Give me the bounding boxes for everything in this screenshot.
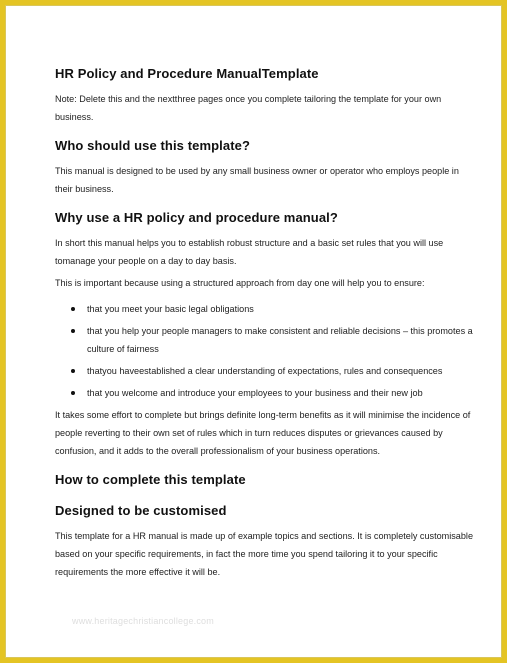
section-heading-why: Why use a HR policy and procedure manual? [55, 210, 338, 225]
bullet-icon [71, 307, 75, 311]
list-item [55, 300, 475, 318]
document-page [5, 5, 502, 658]
list-item [55, 322, 475, 358]
list-item-text: thatyou haveestablished a clear understanding of expectations, rules and consequences [87, 366, 443, 376]
why-paragraph-2: This is important because using a structured approach from day one will help you to ensure: [55, 278, 425, 288]
section-heading-who: Who should use this template? [55, 138, 251, 153]
list-item-text: that you help your people managers to make consistent and reliable decisions – this promotes a culture of fairness [87, 326, 473, 354]
benefits-list [55, 300, 475, 402]
list-item-text: that you welcome and introduce your employees to your business and their new job [87, 388, 423, 398]
bullet-icon [71, 369, 75, 373]
bullet-icon [71, 391, 75, 395]
effort-paragraph: It takes some effort to complete but brings definite long-term benefits as it will minimise the incidence of people reverting to their own set of rules which in turn reduces disputes or grievances caused by confusion, and it adds to the overall professionalism of your business operations. [55, 410, 471, 456]
watermark-text: www.heritagechristiancollege.com [72, 616, 214, 626]
section-heading-how: How to complete this template [55, 472, 246, 487]
document-body [55, 56, 475, 581]
who-paragraph: This manual is designed to be used by any small business owner or operator who employs people in their business. [55, 166, 459, 194]
bullet-icon [71, 329, 75, 333]
list-item [55, 362, 475, 380]
document-title: HR Policy and Procedure ManualTemplate [55, 66, 319, 81]
why-paragraph-1: In short this manual helps you to establish robust structure and a basic set rules that you will use tomanage your people on a day to day basis. [55, 238, 444, 266]
list-item [55, 384, 475, 402]
section-heading-customised: Designed to be customised [55, 503, 227, 518]
note-paragraph: Note: Delete this and the nextthree pages once you complete tailoring the template for your own business. [55, 94, 442, 122]
list-item-text: that you meet your basic legal obligations [87, 304, 254, 314]
customised-paragraph: This template for a HR manual is made up of example topics and sections. It is completely customisable based on your specific requirements, in fact the more time you spend tailoring it to your specific requirements the more effective it will be. [55, 531, 473, 577]
